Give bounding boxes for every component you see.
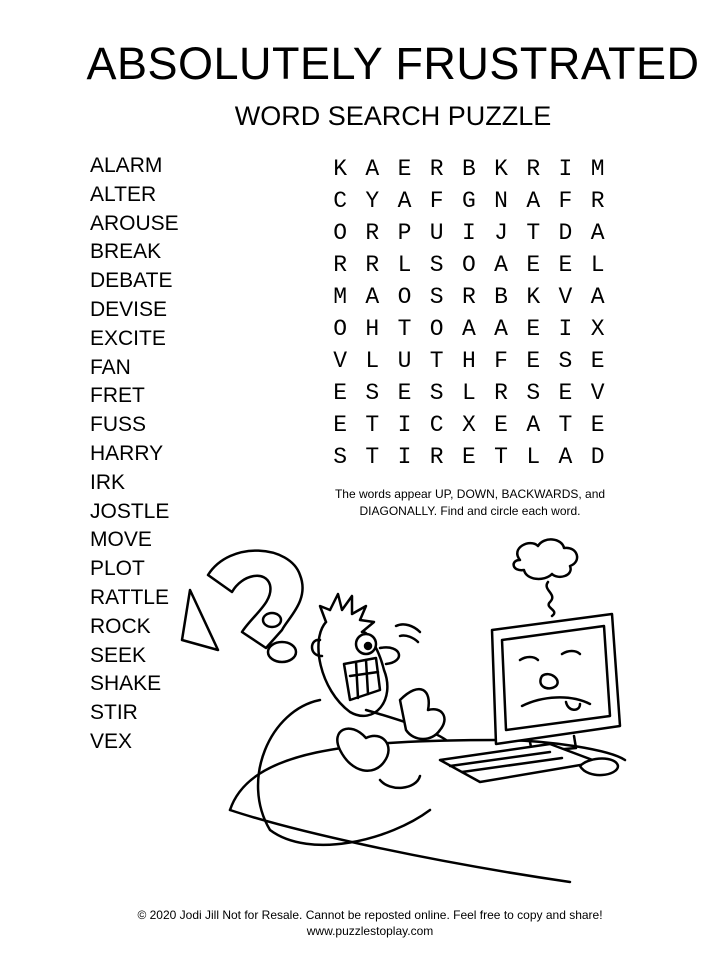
word-list-item: EXCITE xyxy=(90,326,166,350)
grid-letter: E xyxy=(333,412,347,438)
grid-letter: S xyxy=(429,252,444,278)
grid-letter: N xyxy=(494,188,508,214)
grid-letter: L xyxy=(365,348,380,374)
grid-row xyxy=(324,377,614,409)
grid-letter: S xyxy=(333,444,347,470)
word-list-item: SHAKE xyxy=(90,672,162,696)
grid-letter: M xyxy=(333,284,347,310)
grid-letter: E xyxy=(526,348,541,374)
grid-letter: R xyxy=(429,444,444,470)
grid-letter: A xyxy=(397,188,412,214)
grid-letter: T xyxy=(397,316,412,342)
word-list-item: BREAK xyxy=(90,240,162,264)
word-list-item: JOSTLE xyxy=(90,499,170,523)
grid-letter: A xyxy=(590,284,605,310)
grid-letter: V xyxy=(333,348,347,374)
grid-letter: D xyxy=(590,444,605,470)
grid-letter: O xyxy=(333,220,347,246)
grid-letter: S xyxy=(429,380,444,406)
grid-letter: U xyxy=(429,220,444,246)
word-list-item: FAN xyxy=(90,355,131,379)
grid-letter: E xyxy=(526,316,541,342)
grid-letter: E xyxy=(397,380,412,406)
grid-letter: T xyxy=(429,348,444,374)
word-list-item: HARRY xyxy=(90,441,164,465)
grid-letter: V xyxy=(590,380,605,406)
word-list-item: FUSS xyxy=(90,413,147,437)
word-list-item: AROUSE xyxy=(90,211,179,235)
grid-letter: E xyxy=(526,252,541,278)
grid-letter: A xyxy=(365,156,380,182)
grid-letter: F xyxy=(494,348,508,374)
grid-letter: K xyxy=(494,156,508,182)
page-subtitle: WORD SEARCH PUZZLE xyxy=(234,101,552,131)
grid-letter: R xyxy=(429,156,444,182)
grid-letter: A xyxy=(526,188,541,214)
grid-letter: P xyxy=(397,220,412,246)
grid-letter: L xyxy=(397,252,412,278)
grid-letter: R xyxy=(365,252,380,278)
grid-letter: R xyxy=(365,220,380,246)
grid-letter: I xyxy=(397,444,412,470)
grid-letter: X xyxy=(590,316,605,342)
frustrated-cartoon xyxy=(170,530,630,890)
grid-letter: T xyxy=(365,412,380,438)
grid-letter: B xyxy=(461,156,476,182)
word-list-item: DEVISE xyxy=(90,297,168,321)
grid-letter: M xyxy=(590,156,605,182)
grid-letter: A xyxy=(526,412,541,438)
grid-letter: T xyxy=(526,220,541,246)
grid-row xyxy=(324,281,614,313)
word-list-item: RATTLE xyxy=(90,585,169,609)
grid-letter: R xyxy=(590,188,605,214)
word-list xyxy=(90,152,179,757)
grid-letter: K xyxy=(333,156,347,182)
grid-letter: I xyxy=(558,156,573,182)
grid-letter: C xyxy=(429,412,444,438)
grid-letter: E xyxy=(494,412,508,438)
grid-letter: B xyxy=(494,284,508,310)
grid-letter: U xyxy=(397,348,412,374)
word-list-item: ROCK xyxy=(90,614,151,638)
footer-copyright: © 2020 Jodi Jill Not for Resale. Cannot be reposted online. Feel free to copy and share! xyxy=(137,908,603,922)
grid-row xyxy=(324,217,614,249)
grid-letter: E xyxy=(590,412,605,438)
footer-website: www.puzzlestoplay.com xyxy=(306,924,434,938)
grid-letter: F xyxy=(429,188,444,214)
grid-letter: Y xyxy=(365,188,380,214)
grid-letter: O xyxy=(333,316,347,342)
grid-row xyxy=(324,345,614,377)
letter-grid xyxy=(324,153,614,473)
word-list-item: MOVE xyxy=(90,528,152,552)
grid-letter: O xyxy=(429,316,444,342)
grid-letter: E xyxy=(558,380,573,406)
word-list-item: ALARM xyxy=(90,154,163,177)
grid-letter: V xyxy=(558,284,573,310)
grid-letter: R xyxy=(461,284,476,310)
grid-letter: A xyxy=(590,220,605,246)
grid-letter: I xyxy=(558,316,573,342)
page-title: ABSOLUTELY FRUSTRATED xyxy=(86,38,700,89)
frustrated-man-icon xyxy=(258,594,446,845)
grid-letter: E xyxy=(461,444,476,470)
grid-letter: I xyxy=(461,220,476,246)
grid-letter: S xyxy=(365,380,380,406)
grid-row xyxy=(324,249,614,281)
grid-letter: A xyxy=(494,252,508,278)
grid-letter: A xyxy=(494,316,508,342)
grid-letter: T xyxy=(558,412,573,438)
word-list-item: IRK xyxy=(90,470,126,494)
grid-letter: L xyxy=(461,380,476,406)
grid-row xyxy=(324,313,614,345)
word-list-item: PLOT xyxy=(90,557,145,581)
word-list-item: FRET xyxy=(90,384,145,408)
grid-letter: R xyxy=(494,380,508,406)
grid-row xyxy=(324,153,614,185)
grid-letter: O xyxy=(461,252,476,278)
grid-letter: E xyxy=(333,380,347,406)
grid-letter: H xyxy=(461,348,476,374)
instructions xyxy=(300,486,640,520)
instructions-line-1: The words appear UP, DOWN, BACKWARDS, and xyxy=(334,487,606,501)
grid-letter: A xyxy=(558,444,573,470)
grid-letter: T xyxy=(494,444,508,470)
thought-cloud-icon xyxy=(514,539,578,616)
grid-letter: R xyxy=(333,252,347,278)
grid-letter: R xyxy=(526,156,541,182)
grid-letter: E xyxy=(397,156,412,182)
grid-letter: E xyxy=(558,252,573,278)
grid-letter: A xyxy=(461,316,476,342)
word-list-item: ALTER xyxy=(90,182,157,206)
word-list-item: VEX xyxy=(90,729,133,753)
grid-letter: L xyxy=(590,252,605,278)
grid-letter: S xyxy=(558,348,573,374)
grid-letter: A xyxy=(365,284,380,310)
grid-letter: H xyxy=(365,316,380,342)
word-list-item: DEBATE xyxy=(90,269,173,293)
grid-letter: J xyxy=(494,220,508,246)
sad-computer-icon xyxy=(440,614,620,782)
grid-letter: X xyxy=(461,412,476,438)
grid-letter: S xyxy=(526,380,541,406)
instructions-line-2: DIAGONALLY. Find and circle each word. xyxy=(359,504,581,518)
grid-letter: G xyxy=(461,188,476,214)
grid-row xyxy=(324,409,614,441)
grid-letter: K xyxy=(526,284,541,310)
grid-letter: F xyxy=(558,188,573,214)
question-mark-icon xyxy=(182,551,303,662)
grid-letter: S xyxy=(429,284,444,310)
grid-letter: E xyxy=(590,348,605,374)
grid-row xyxy=(324,185,614,217)
grid-letter: I xyxy=(397,412,412,438)
grid-letter: T xyxy=(365,444,380,470)
grid-row xyxy=(324,441,614,473)
grid-letter: C xyxy=(333,188,347,214)
word-list-item: SEEK xyxy=(90,643,147,667)
grid-letter: D xyxy=(558,220,573,246)
grid-letter: O xyxy=(397,284,412,310)
word-list-item: STIR xyxy=(90,701,138,725)
grid-letter: L xyxy=(526,444,541,470)
